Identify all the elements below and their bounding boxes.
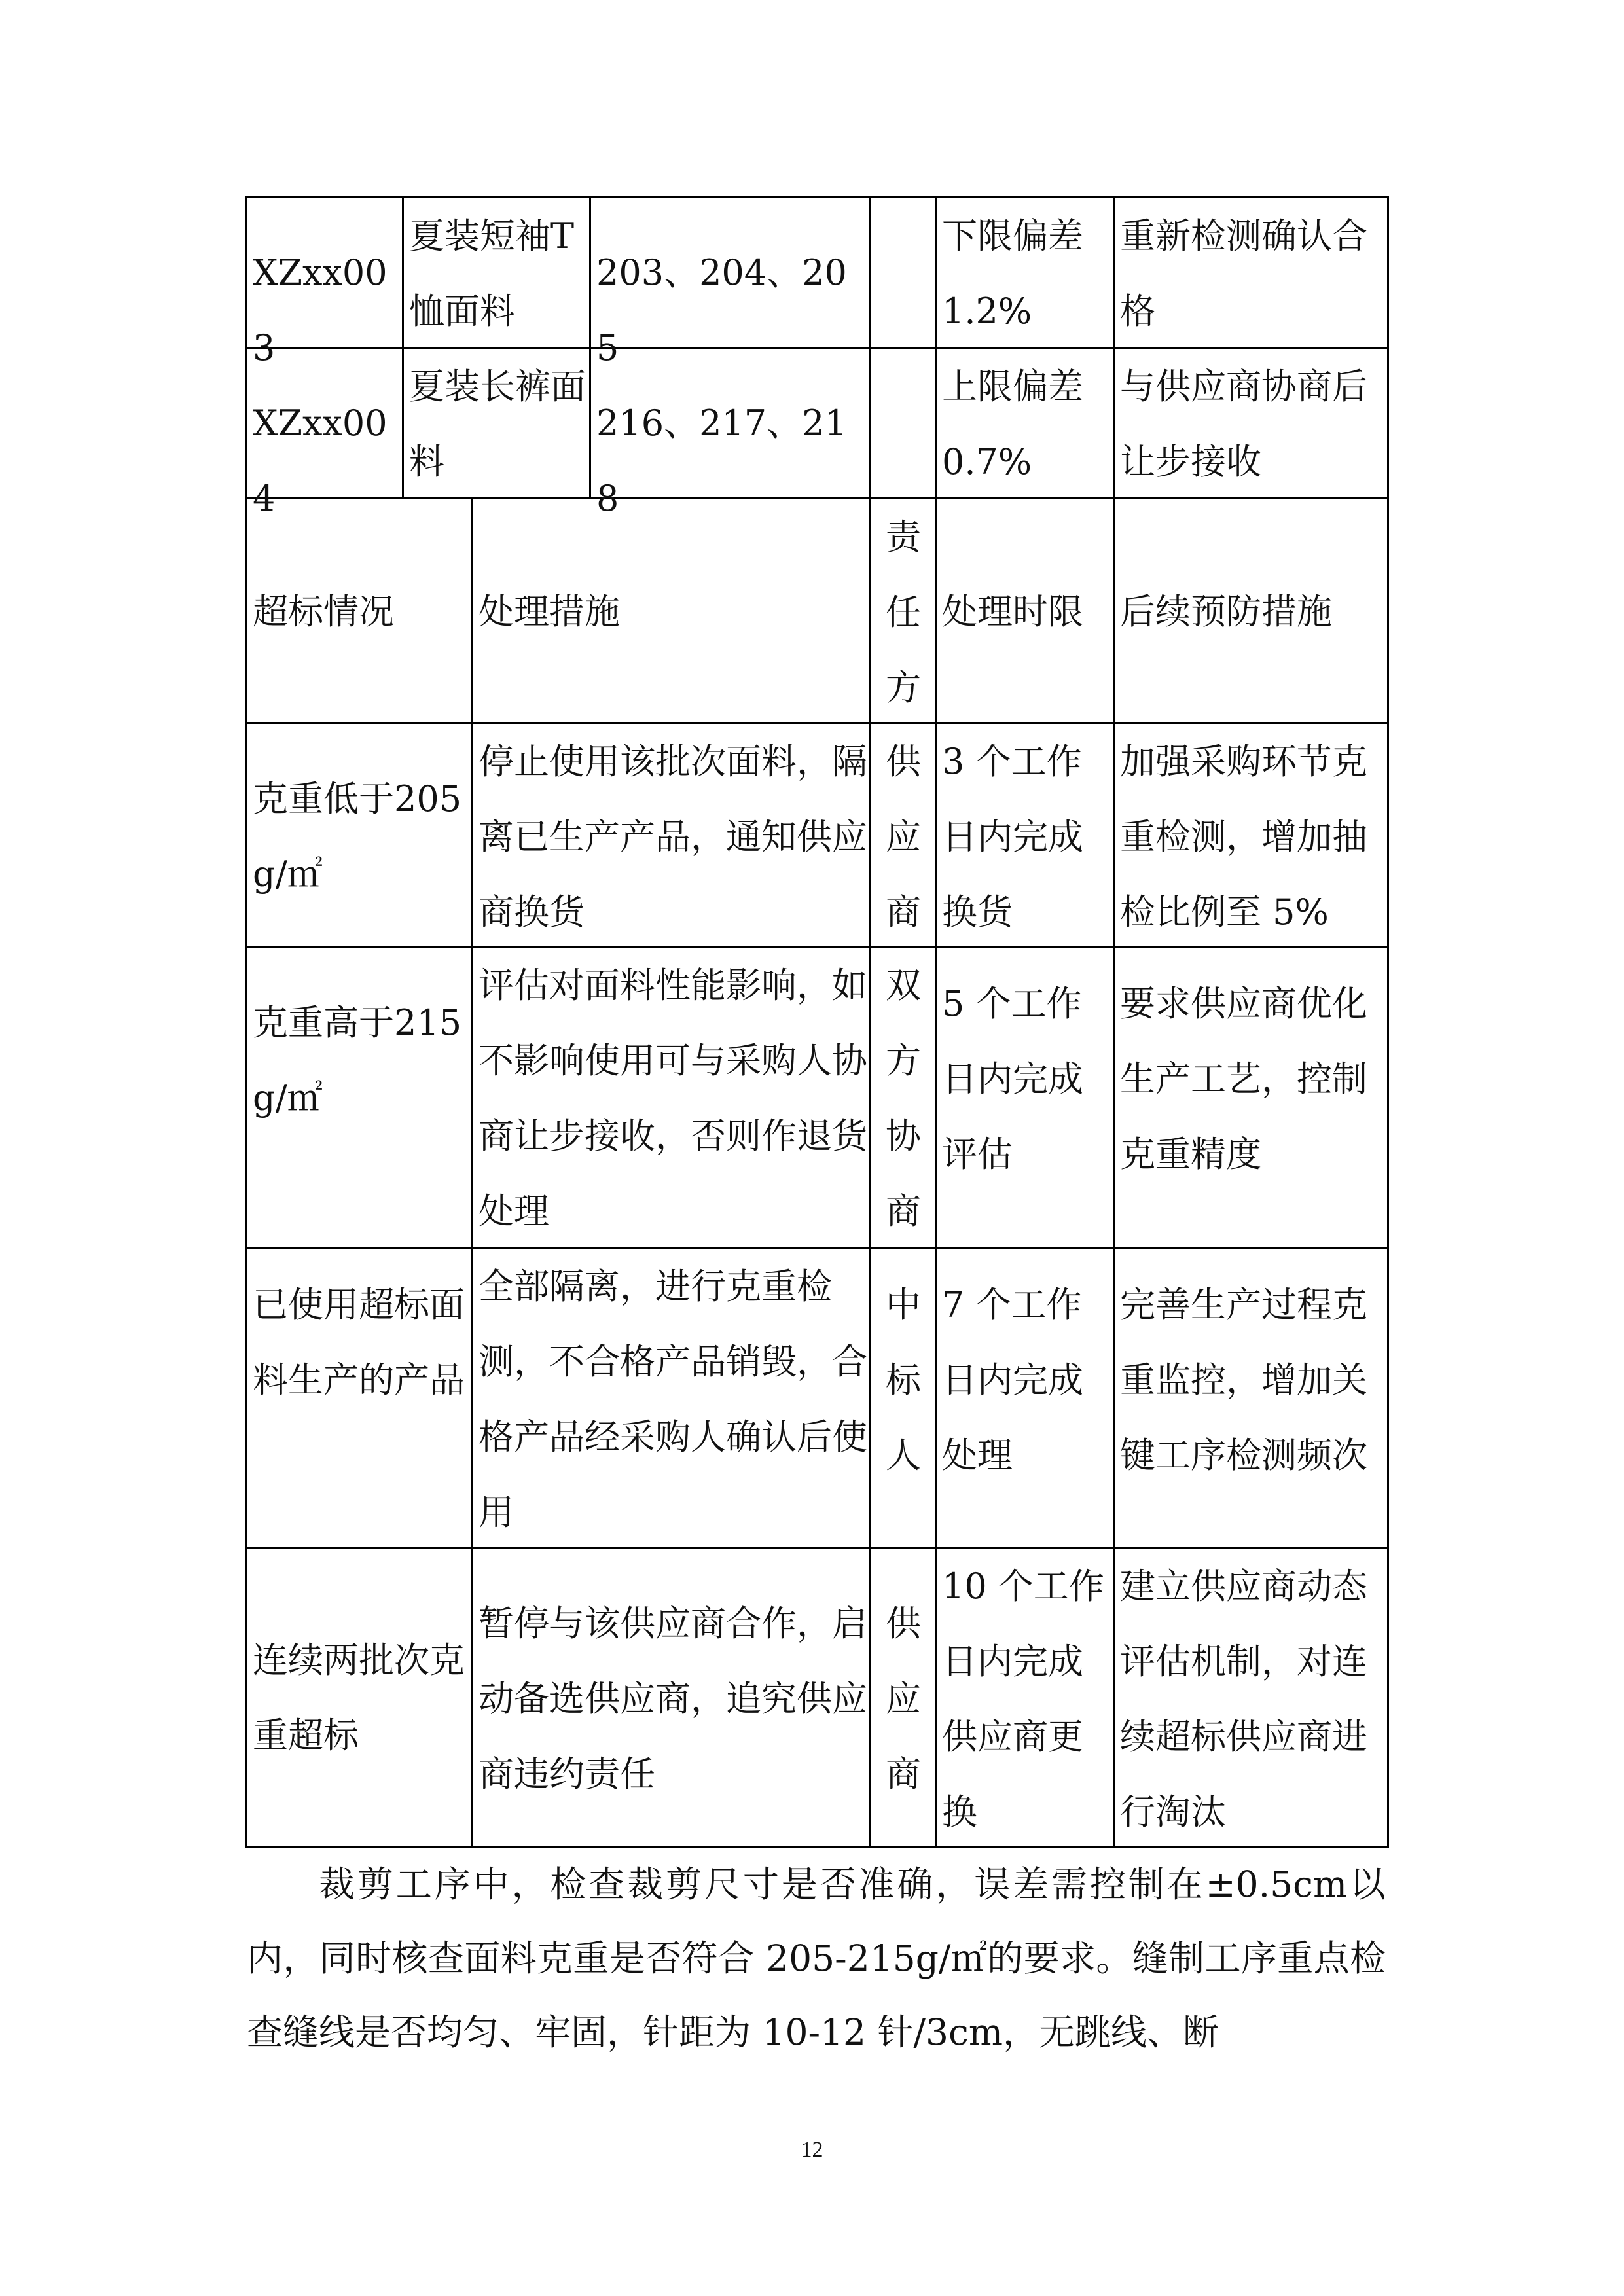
table-cell: 停止使用该批次面料，隔离已生产产品，通知供应商换货: [478, 741, 867, 933]
table-cell: 连续两批次克重超标: [253, 1640, 465, 1756]
table-cell: XZxx004: [253, 403, 388, 519]
table-cell: 216、217、218: [596, 403, 847, 519]
table-cell: 与供应商协商后让步接收: [1120, 366, 1367, 482]
table-cell: 夏装短袖T恤面料: [409, 215, 575, 332]
table-cell: 加强采购环节克重检测，增加抽检比例至 5%: [1120, 741, 1367, 933]
body-paragraph: 裁剪工序中，检查裁剪尺寸是否准确，误差需控制在±0.5cm以内，同时核查面料克重是否符合 205-215g/㎡的要求。缝制工序重点检查缝线是否均匀、牢固，针距为 10-12 针/3cm，无跳线、断: [247, 1863, 1386, 2053]
table-border: [1387, 196, 1389, 1848]
table-cell: 重新检测确认合格: [1120, 215, 1367, 332]
table-cell: 3 个工作日内完成换货: [942, 741, 1083, 933]
page-number: 12: [801, 2138, 823, 2162]
table-cell: 克重高于215g/㎡: [253, 1002, 462, 1119]
table-cell: 10 个工作日内完成供应商更换: [942, 1566, 1104, 1833]
table-cell: 5 个工作日内完成评估: [942, 983, 1083, 1175]
table-cell: 上限偏差0.7%: [942, 366, 1083, 482]
table-cell: [871, 349, 935, 497]
table-cell: 克重低于205g/㎡: [253, 778, 462, 895]
table-cell: 已使用超标面料生产的产品: [253, 1284, 465, 1401]
table-cell: 暂停与该供应商合作，启动备选供应商，追究供应商违约责任: [478, 1603, 867, 1795]
table-cell: 全部隔离，进行克重检测，不合格产品销毁，合格产品经采购人确认后使用: [478, 1266, 867, 1533]
table-cell: 夏装长裤面料: [409, 366, 586, 482]
table-cell: 供应商: [886, 741, 921, 933]
table-cell: [871, 198, 935, 347]
table-header-cell: 超标情况: [253, 591, 394, 632]
table-cell: 7 个工作日内完成处理: [942, 1284, 1083, 1476]
table-cell: 供应商: [886, 1603, 921, 1795]
table-header-cell: 处理时限: [942, 591, 1083, 632]
table-cell: 完善生产过程克重监控，增加关键工序检测频次: [1120, 1284, 1367, 1476]
table-cell: 203、204、205: [596, 252, 847, 368]
table-header-cell: 责任方: [886, 516, 921, 708]
table-cell: XZxx003: [253, 252, 388, 368]
table-cell: 评估对面料性能影响，如不影响使用可与采购人协商让步接收，否则作退货处理: [478, 965, 867, 1232]
table-cell: 建立供应商动态评估机制，对连续超标供应商进行淘汰: [1120, 1566, 1367, 1833]
table-cell: 要求供应商优化生产工艺，控制克重精度: [1120, 983, 1367, 1175]
table-cell: 下限偏差1.2%: [942, 215, 1083, 332]
table-cell: 双方协商: [886, 965, 921, 1232]
table-header-cell: 后续预防措施: [1120, 591, 1332, 632]
table-cell: 中标人: [886, 1284, 921, 1476]
table-header-cell: 处理措施: [478, 591, 620, 632]
